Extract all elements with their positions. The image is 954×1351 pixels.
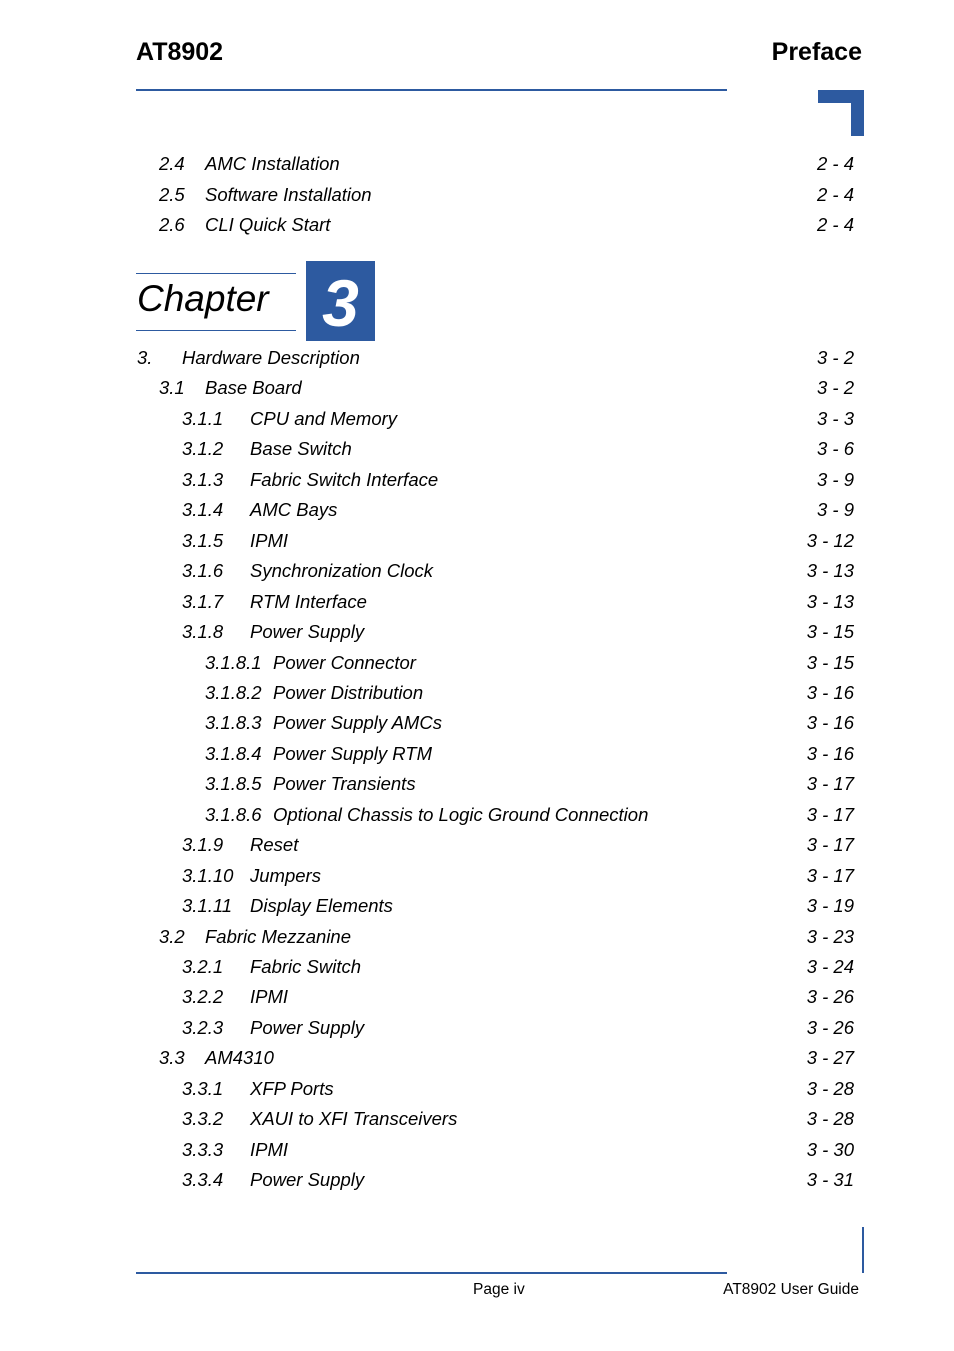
toc-entry-number: 3.1 — [159, 377, 185, 399]
toc-entry-number: 3.2 — [159, 925, 185, 947]
toc-entry-title: AMC Installation — [205, 153, 340, 174]
toc-entry-number: 2.6 — [159, 214, 185, 235]
toc-entry[interactable] — [182, 404, 854, 434]
toc-entry-title: Optional Chassis to Logic Ground Connection — [273, 803, 649, 825]
toc-entry-number: 3.2.1 — [182, 956, 224, 977]
toc-entry-number: 3.1.8.2 — [205, 681, 262, 703]
toc-entry[interactable] — [159, 373, 854, 403]
toc-entry-page: 3 - 24 — [806, 956, 854, 977]
toc-entry[interactable] — [182, 830, 854, 860]
toc-entry-title: CPU and Memory — [250, 407, 398, 429]
toc-entry-page: 3 - 9 — [816, 499, 854, 521]
toc-entry-page: 3 - 17 — [806, 834, 854, 856]
toc-entry-title: CLI Quick Start — [205, 214, 331, 235]
toc-entry-page: 3 - 9 — [816, 468, 854, 490]
toc-entry-title: Base Board — [205, 377, 302, 399]
toc-entry-page: 3 - 31 — [806, 1169, 854, 1191]
toc-entry-number: 3.3.2 — [182, 1108, 224, 1130]
toc-entry[interactable] — [205, 648, 854, 678]
toc-entry[interactable] — [205, 800, 854, 830]
toc-entry-number: 3.1.7 — [182, 590, 224, 612]
toc-entry-page: 3 - 2 — [816, 377, 854, 399]
toc-entry-number: 3.1.2 — [182, 438, 224, 460]
toc-entry[interactable] — [182, 1135, 854, 1165]
toc-entry[interactable] — [182, 434, 854, 464]
toc-entry[interactable] — [182, 1165, 854, 1195]
toc-entry-page: 2 - 4 — [816, 183, 854, 205]
toc-entry-page: 3 - 13 — [806, 560, 854, 582]
toc-entry-title: Reset — [250, 834, 299, 856]
toc-entry-number: 3.3.4 — [182, 1169, 224, 1191]
guide-title: AT8902 User Guide — [723, 1281, 859, 1298]
toc-entry-title: XAUI to XFI Transceivers — [250, 1108, 458, 1130]
corner-mark-bottom — [862, 1227, 864, 1273]
toc-entry-number: 3.1.3 — [182, 468, 224, 490]
toc-entry-number: 3.1.8.4 — [205, 742, 262, 764]
toc-entry-page: 3 - 23 — [806, 925, 854, 947]
toc-entry-page: 3 - 17 — [806, 803, 854, 825]
toc-entry-title: XFP Ports — [250, 1077, 334, 1099]
toc-entry-title: Power Supply AMCs — [273, 712, 442, 734]
toc-entry-page: 3 - 28 — [806, 1108, 854, 1130]
toc-entry[interactable] — [205, 769, 854, 799]
toc-entry-title: AMC Bays — [250, 499, 338, 521]
toc-entry-title: Power Supply RTM — [273, 742, 433, 764]
toc-entry[interactable] — [159, 149, 854, 179]
toc-entry-number: 2.4 — [159, 153, 185, 174]
toc-entry-number: 3.1.8.3 — [205, 712, 262, 734]
toc-entry-page: 3 - 2 — [816, 347, 854, 368]
toc-entry[interactable] — [182, 891, 854, 921]
toc-entry[interactable] — [182, 1074, 854, 1104]
toc-entry-number: 3.1.1 — [182, 407, 224, 429]
toc-entry-page: 3 - 3 — [816, 407, 854, 429]
toc-entry-title: Power Transients — [273, 773, 416, 795]
toc-entry[interactable] — [182, 465, 854, 495]
toc-entry-number: 3.1.11 — [182, 895, 233, 917]
toc-entry[interactable] — [182, 952, 854, 982]
toc-entry-number: 3.3.3 — [182, 1138, 224, 1160]
toc-entry-page: 3 - 15 — [806, 651, 854, 673]
toc-entry-title: Fabric Switch Interface — [250, 468, 439, 490]
toc-entry-number: 3.1.8.5 — [205, 773, 262, 795]
toc-entry[interactable] — [159, 1043, 854, 1073]
toc-entry-number: 3.1.8.6 — [205, 803, 262, 825]
toc-entry[interactable] — [182, 982, 854, 1012]
toc-entry-page: 3 - 26 — [806, 986, 854, 1008]
toc-entry-title: Power Distribution — [273, 681, 424, 703]
toc-entry[interactable] — [182, 1013, 854, 1043]
toc-entry[interactable] — [159, 922, 854, 952]
chapter-rule-bottom — [136, 330, 296, 331]
toc-entry-title: IPMI — [250, 1138, 289, 1160]
toc-entry-page: 3 - 16 — [806, 712, 854, 734]
toc-entry[interactable] — [137, 343, 854, 373]
toc-entry-number: 3.1.4 — [182, 499, 224, 521]
page-number: Page iv — [473, 1281, 525, 1298]
toc-entry-page: 3 - 30 — [806, 1138, 854, 1160]
toc-entry-title: Power Supply — [250, 621, 365, 643]
toc-entry-page: 3 - 15 — [806, 621, 854, 643]
toc-entry-title: IPMI — [250, 529, 289, 551]
toc-entry[interactable] — [159, 180, 854, 210]
toc-entry-title: Power Supply — [250, 1016, 365, 1038]
toc-entry-page: 2 - 4 — [816, 214, 854, 235]
toc-entry[interactable] — [182, 495, 854, 525]
toc-entry-title: Synchronization Clock — [250, 560, 434, 582]
toc-entry[interactable] — [182, 526, 854, 556]
toc-entry-title: Fabric Switch — [250, 956, 362, 977]
toc-entry[interactable] — [159, 210, 854, 240]
toc-entry-page: 3 - 12 — [806, 529, 854, 551]
toc-entry-number: 3.3.1 — [182, 1077, 224, 1099]
toc-entry-title: AM4310 — [205, 1047, 274, 1069]
toc-entry-title: Display Elements — [250, 895, 393, 917]
toc-entry-page: 3 - 16 — [806, 742, 854, 764]
chapter-rule-top — [136, 273, 296, 274]
toc-entry-title: Fabric Mezzanine — [205, 925, 352, 947]
toc-entry[interactable] — [205, 678, 854, 708]
toc-entry-page: 3 - 6 — [816, 438, 854, 460]
toc-entry-number: 3.1.8 — [182, 621, 224, 643]
toc-entry-title: Hardware Description — [182, 347, 360, 368]
toc-entry-number: 3.1.5 — [182, 529, 224, 551]
chapter-label: Chapter — [137, 278, 269, 319]
toc-entry-number: 2.5 — [159, 183, 185, 205]
toc-entry-page: 3 - 27 — [806, 1047, 854, 1069]
toc-entry-title: Jumpers — [250, 864, 321, 886]
toc-entry-number: 3.1.6 — [182, 560, 224, 582]
toc-entry-number: 3.3 — [159, 1047, 185, 1069]
section-title: Preface — [771, 38, 862, 66]
toc-entry-title: RTM Interface — [250, 590, 367, 612]
toc-entry-page: 3 - 17 — [806, 864, 854, 886]
toc-entry-number: 3.1.10 — [182, 864, 234, 886]
toc-entry-number: 3.1.8.1 — [205, 651, 262, 673]
toc-entry[interactable] — [182, 861, 854, 891]
toc-entry[interactable] — [182, 587, 854, 617]
toc-entry[interactable] — [182, 556, 854, 586]
toc-entry-title: Power Connector — [273, 651, 416, 673]
chapter-number-badge: 3 — [306, 261, 375, 341]
toc-entry-page: 3 - 17 — [806, 773, 854, 795]
toc-entry-page: 3 - 28 — [806, 1077, 854, 1099]
document-title: AT8902 — [136, 38, 224, 66]
toc-entry-number: 3. — [137, 347, 153, 368]
toc-entry-number: 3.2.3 — [182, 1016, 224, 1038]
toc-entry-title: Base Switch — [250, 438, 352, 460]
corner-mark-top — [818, 90, 864, 136]
header-rule — [136, 89, 727, 91]
toc-entry[interactable] — [205, 708, 854, 738]
toc-entry-page: 3 - 13 — [806, 590, 854, 612]
toc-entry-title: IPMI — [250, 986, 289, 1008]
toc-entry[interactable] — [205, 739, 854, 769]
toc-entry-number: 3.1.9 — [182, 834, 224, 856]
footer-rule — [136, 1272, 727, 1274]
toc-entry-page: 2 - 4 — [816, 153, 854, 174]
toc-entry-page: 3 - 19 — [806, 895, 854, 917]
toc-entry[interactable] — [182, 1104, 854, 1134]
toc-entry-page: 3 - 26 — [806, 1016, 854, 1038]
toc-entry-title: Power Supply — [250, 1169, 365, 1191]
toc-entry[interactable] — [182, 617, 854, 647]
toc-entry-page: 3 - 16 — [806, 681, 854, 703]
toc-entry-title: Software Installation — [205, 183, 372, 205]
toc-entry-number: 3.2.2 — [182, 986, 224, 1008]
